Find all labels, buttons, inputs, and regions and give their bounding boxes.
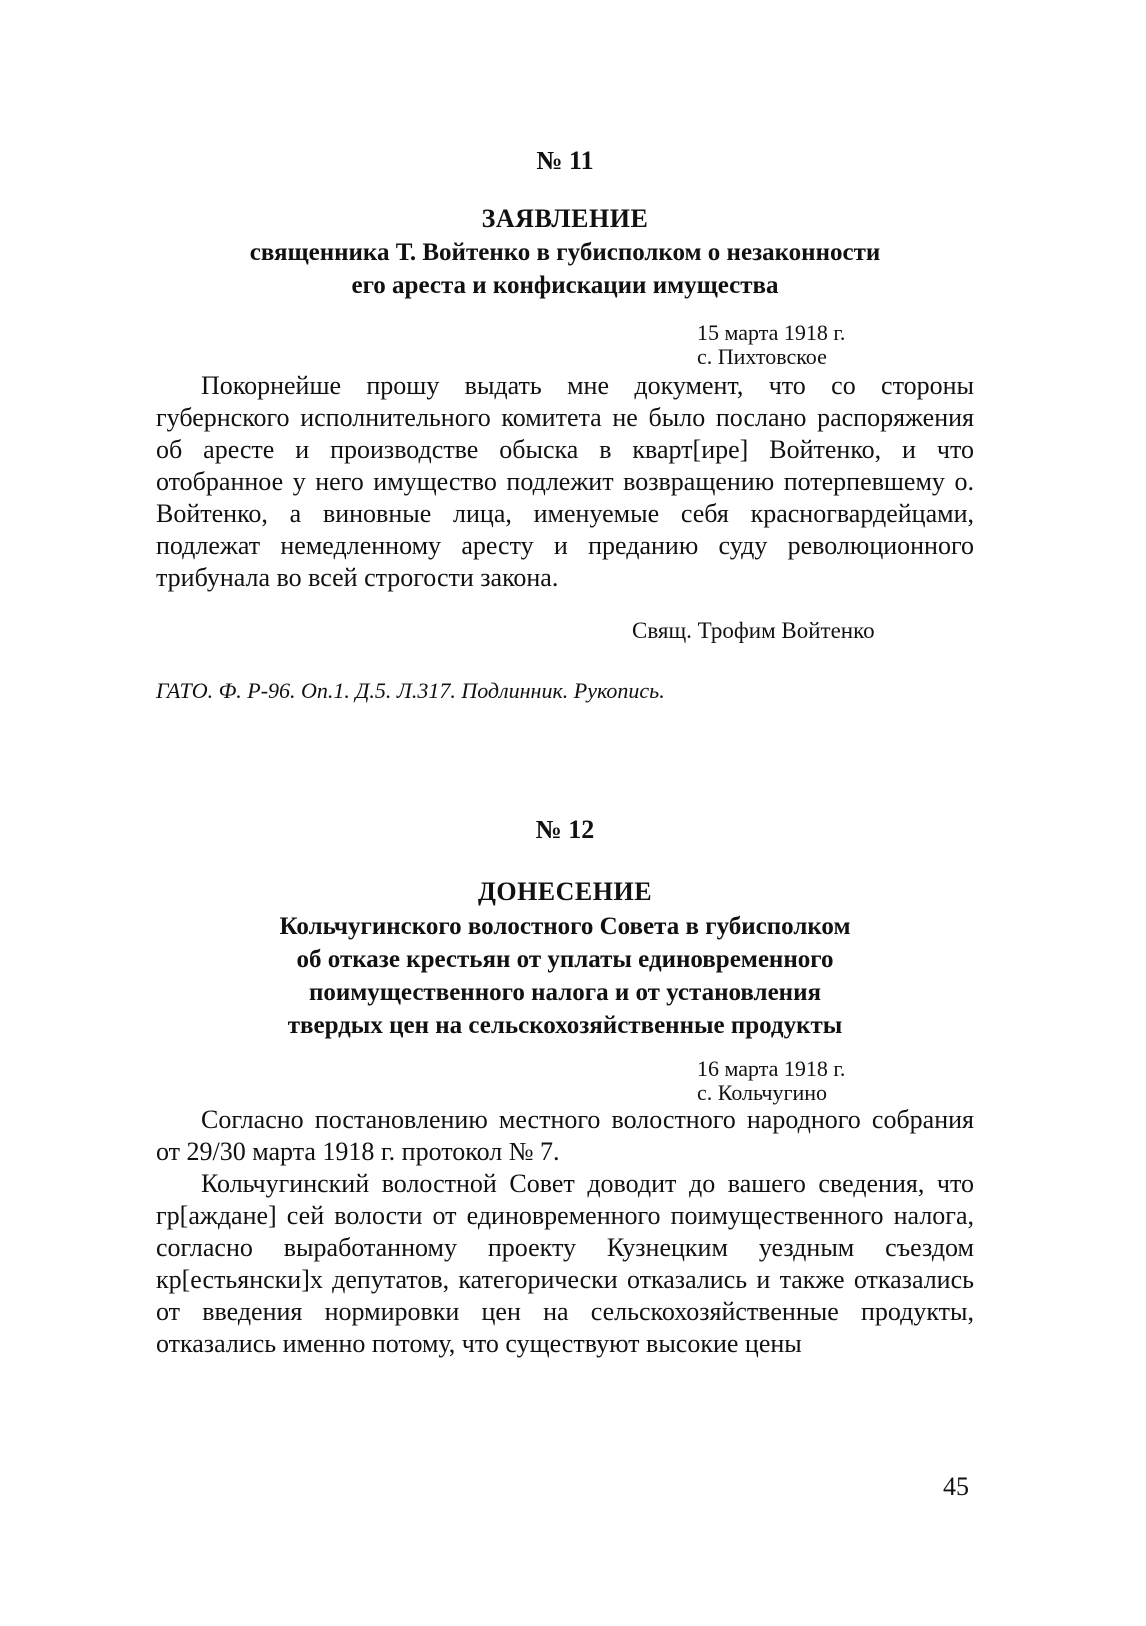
doc12-subtitle-line: твердых цен на сельскохозяйственные продукты xyxy=(287,1012,843,1039)
doc12-paragraph: Согласно постановлению местного волостного народного собрания от 29/30 марта 1918 г. протокол № 7. xyxy=(156,1105,974,1166)
doc11-date: 15 марта 1918 г. xyxy=(697,320,846,345)
doc12-number: № 12 xyxy=(535,815,595,844)
doc12-place: с. Кольчугино xyxy=(697,1080,828,1105)
doc12-paragraph: Кольчугинский волостной Совет доводит до вашего сведения, что гр[аждане] сей волости от единовременного поимущественного налога, согласно выработанному проекту Кузнецким уездным съездом кр[естьянски]х депутатов, категорически отказались и также отказались от введения нормировки цен на сельскохозяйственные продукты, отказались именно потому, что существуют высокие цены xyxy=(156,1169,974,1358)
doc12-subtitle-line: Кольчугинского волостного Совета в губисполком xyxy=(279,913,851,940)
doc11-subtitle xyxy=(156,236,974,302)
doc12-body xyxy=(156,1104,974,1360)
doc11-source: ГАТО. Ф. Р-96. Оп.1. Д.5. Л.317. Подлинник. Рукопись. xyxy=(156,678,665,703)
doc11-place: с. Пихтовское xyxy=(697,344,827,369)
doc11-number: № 11 xyxy=(536,146,594,175)
doc12-subtitle-line: об отказе крестьян от уплаты единовременного xyxy=(296,946,834,973)
doc11-subtitle-line: священника Т. Войтенко в губисполком о незаконности xyxy=(249,239,881,266)
doc11-signature: Свящ. Трофим Войтенко xyxy=(632,618,875,643)
doc11-title: ЗАЯВЛЕНИЕ xyxy=(481,204,649,233)
doc11-subtitle-line: его ареста и конфискации имущества xyxy=(351,272,779,299)
doc12-subtitle-line: поимущественного налога и от установления xyxy=(308,979,822,1006)
doc11-body: Покорнейше прошу выдать мне документ, что со стороны губернского исполнительного комитета не было послано распоряжения об аресте и производстве обыска в кварт[ире] Войтенко, и что отобранное у него имущество подлежит возвращению потерпевшему о. Войтенко, а виновные лица, именуемые себя красногвардейцами, подлежат немедленному аресту и преданию суду революционного трибунала во всей строгости закона. xyxy=(156,371,974,592)
page-number: 45 xyxy=(943,1472,969,1501)
doc12-subtitle xyxy=(156,910,974,1042)
doc12-date: 16 марта 1918 г. xyxy=(697,1056,846,1081)
doc12-title: ДОНЕСЕНИЕ xyxy=(477,877,653,906)
